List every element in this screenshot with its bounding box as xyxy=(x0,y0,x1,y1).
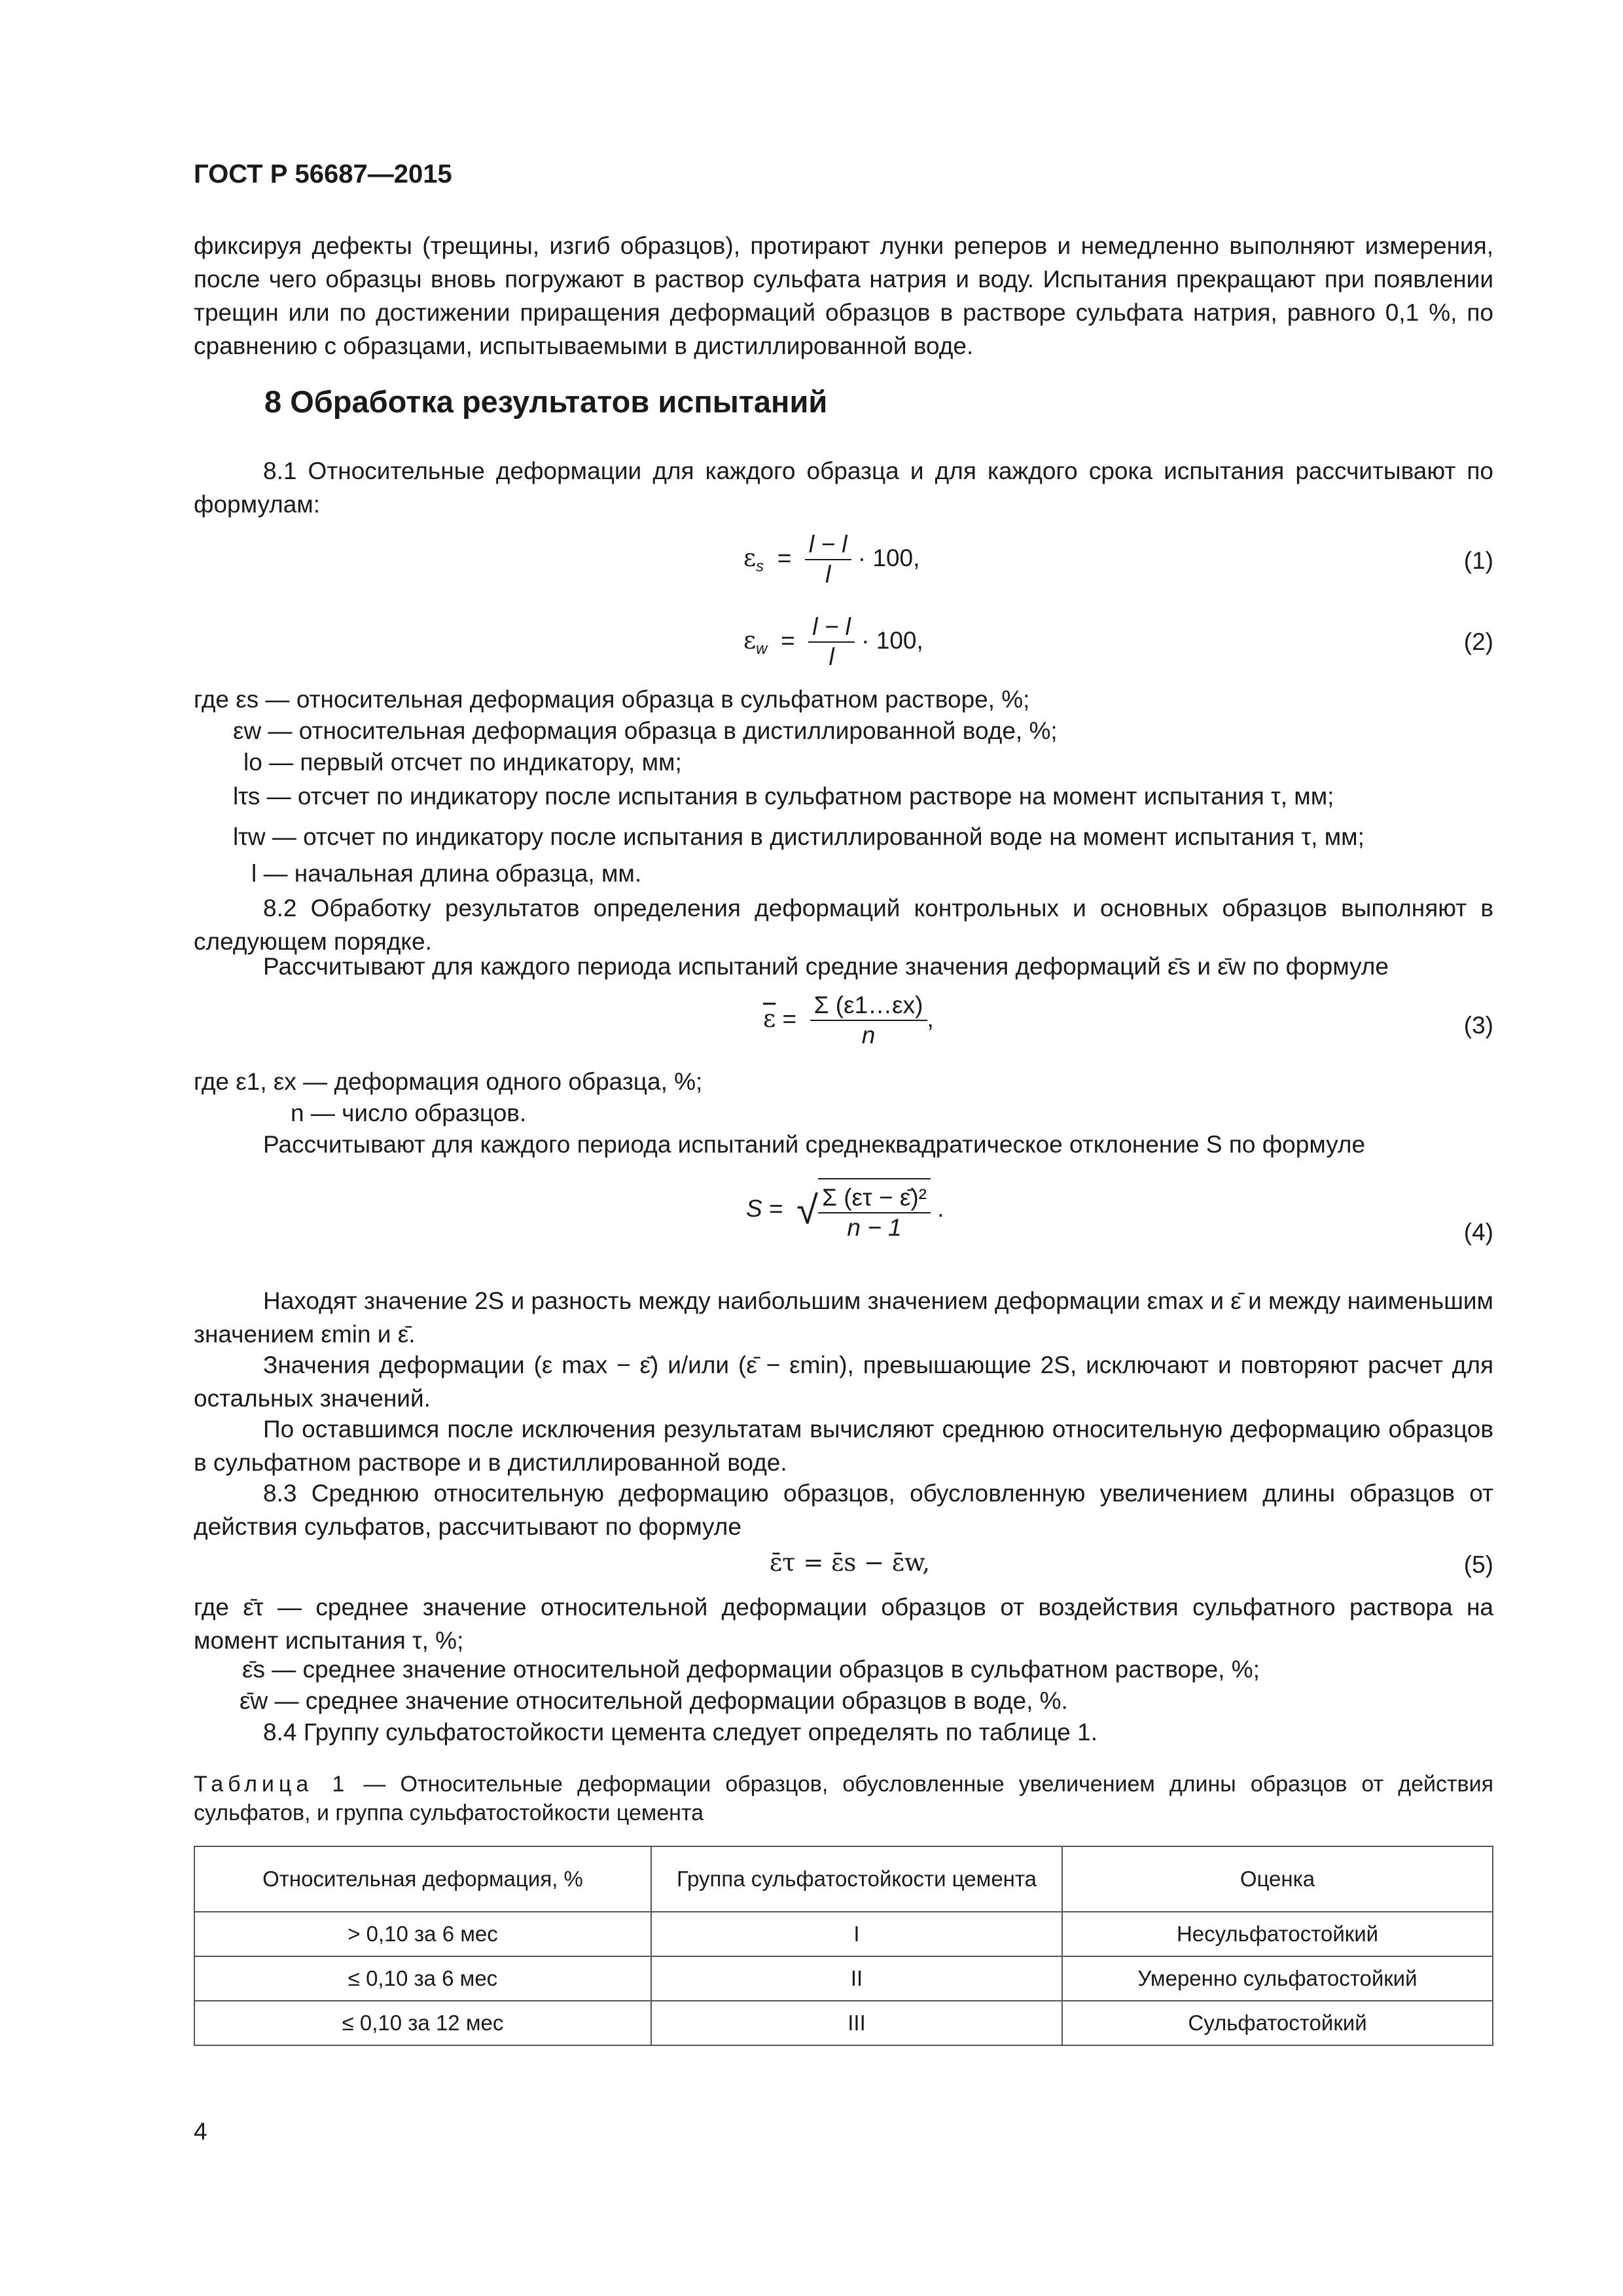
definition-n: n — число образцов. xyxy=(291,1100,527,1126)
formula-2-lhs: ε xyxy=(743,626,757,655)
table-cell: ≤ 0,10 за 6 мес xyxy=(194,1956,651,2001)
section-title: 8 Обработка результатов испытаний xyxy=(264,384,828,419)
definition-eps-s: где εs — относительная деформация образца в сульфатном растворе, %; xyxy=(194,686,1030,713)
formula-1-numerator: l − l xyxy=(805,530,851,560)
paragraph-8-1: 8.1 Относительные деформации для каждого образца и для каждого срока испытания рассчитывают по формулам: xyxy=(194,457,1493,518)
table-cell: II xyxy=(651,1956,1062,2001)
table-cell: > 0,10 за 6 мес xyxy=(194,1912,651,1956)
table-header: Группа сульфатостойкости цемента xyxy=(651,1846,1062,1912)
table-header: Относительная деформация, % xyxy=(194,1846,651,1912)
paragraph-8-2-mean: Рассчитывают для каждого периода испытаний средние значения деформаций ε̄s и ε̄w по формуле xyxy=(263,953,1389,980)
formula-3-number: (3) xyxy=(1463,1012,1493,1039)
formula-5-number: (5) xyxy=(1463,1551,1493,1578)
table-caption-text: — Относительные деформации образцов, обусловленные увеличением длины образцов от действия сульфатов, и группа сульфатостойкости цемента xyxy=(194,1772,1494,1825)
table-cell: III xyxy=(651,2001,1062,2045)
formula-5: ε̄τ = ε̄s − ε̄w, xyxy=(770,1549,931,1577)
formula-3-numerator: Σ (ε1…εx) xyxy=(810,991,927,1021)
formula-1: $\varepsilon_s$ = $\frac{l - l}{l}$ · 100, xyxy=(743,531,920,588)
paragraph-8-4: 8.4 Группу сульфатостойкости цемента следует определять по таблице 1. xyxy=(263,1719,1098,1746)
formula-3: $\overline{\varepsilon}$ = $\frac{\Sigma (\varepsilon 1\dots\varepsilon x)}{n}$ , xyxy=(763,992,934,1049)
formula-1-denominator: l xyxy=(825,561,831,588)
definition-eps-w-mean: ε̄w — среднее значение относительной деформации образцов в воде, %. xyxy=(240,1687,1068,1714)
formula-3-denominator: n xyxy=(861,1022,876,1049)
table-header-row xyxy=(194,1846,1493,1912)
paragraph-8-2-exclude: Значения деформации (ε max − ε̄) и/или (ε̄ − εmin), превышающие 2S, исключают и повторяют расчет для остальных значений. xyxy=(194,1352,1493,1412)
definition-eps-1-x: где ε1, εx — деформация одного образца, %; xyxy=(194,1068,703,1095)
formula-2-tail: · 100, xyxy=(861,626,923,654)
formula-1-lhs: ε xyxy=(743,543,757,572)
formula-2-lhs-sub: w xyxy=(756,640,768,658)
formula-2: $\varepsilon_w$ = $\frac{l - l}{l}$ · 100, xyxy=(743,613,923,670)
table-cell: Умеренно сульфатостойкий xyxy=(1062,1956,1493,2001)
formula-1-lhs-sub: s xyxy=(756,558,764,576)
paragraph-8-2-result: По оставшимся после исключения результатам вычисляют среднюю относительную деформацию образцов в сульфатном растворе и в дистиллированной воде. xyxy=(194,1416,1493,1476)
document-header: ГОСТ Р 56687—2015 xyxy=(194,160,452,188)
formula-1-tail: · 100, xyxy=(857,544,920,571)
definition-l: l — начальная длина образца, мм. xyxy=(251,860,642,887)
table-caption-label: Таблица 1 xyxy=(194,1772,349,1797)
definition-eps-s-mean: ε̄s — среднее значение относительной деформации образцов в сульфатном растворе, %; xyxy=(242,1656,1260,1683)
definition-eps-tau: где ε̄τ — среднее значение относительной деформации образцов от воздействия сульфатного раствора на момент испытания τ, %; xyxy=(194,1594,1493,1654)
table-cell: Несульфатостойкий xyxy=(1062,1912,1493,1956)
formula-2-number: (2) xyxy=(1463,628,1493,655)
formula-4: S = √ $\frac{\text{Σ (ετ − ε̄)²}}{n - 1}$ . xyxy=(746,1178,944,1242)
formula-4-denominator: n − 1 xyxy=(847,1214,902,1241)
definition-l-tau-s: lτs — отсчет по индикатору после испытания в сульфатном растворе на момент испытания τ, мм; xyxy=(233,783,1334,810)
formula-2-denominator: l xyxy=(829,643,834,670)
formula-1-number: (1) xyxy=(1463,547,1493,574)
table-row xyxy=(194,2001,1493,2045)
formula-4-numerator: Σ (ετ − ε̄)² xyxy=(818,1183,931,1213)
paragraph-8-2: 8.2 Обработку результатов определения деформаций контрольных и основных образцов выполняют в следующем порядке. xyxy=(194,895,1493,955)
formula-4-number: (4) xyxy=(1463,1219,1493,1246)
definition-l-tau-w: lτw — отсчет по индикатору после испытания в дистиллированной воде на момент испытания τ, мм; xyxy=(233,823,1364,850)
table-cell: ≤ 0,10 за 12 мес xyxy=(194,2001,651,2045)
table-cell: I xyxy=(651,1912,1062,1956)
sulfate-resistance-table xyxy=(194,1846,1493,2046)
table-row xyxy=(194,1912,1493,1956)
page-number: 4 xyxy=(194,2118,207,2145)
formula-2-numerator: l − l xyxy=(808,613,855,643)
paragraph-8-2-range: Находят значение 2S и разность между наибольшим значением деформации εmax и ε̄ и между наименьшим значением εmin и ε̄. xyxy=(194,1287,1493,1348)
table-row xyxy=(194,1956,1493,2001)
table-caption xyxy=(194,1770,1493,1827)
paragraph-8-3: 8.3 Среднюю относительную деформацию образцов, обусловленную увеличением длины образцов от действия сульфатов, рассчитывают по формуле xyxy=(194,1480,1493,1540)
definition-eps-w: εw — относительная деформация образца в дистиллированной воде, %; xyxy=(233,717,1058,744)
table-cell: Сульфатостойкий xyxy=(1062,2001,1493,2045)
paragraph-8-2-std: Рассчитывают для каждого периода испытаний среднеквадратическое отклонение S по формуле xyxy=(263,1131,1366,1158)
intro-paragraph: фиксируя дефекты (трещины, изгиб образцов), протирают лунки реперов и немедленно выполняют измерения, после чего образцы вновь погружают в раствор сульфата натрия и воду. Испытания прекращают при появлении трещин или по достижении приращения деформаций образцов в растворе сульфата натрия, равного 0,1 %, по сравнению с образцами, испытываемыми в дистиллированной воде. xyxy=(194,232,1493,359)
table-header: Оценка xyxy=(1062,1846,1493,1912)
definition-l0: lo — первый отсчет по индикатору, мм; xyxy=(243,749,682,776)
